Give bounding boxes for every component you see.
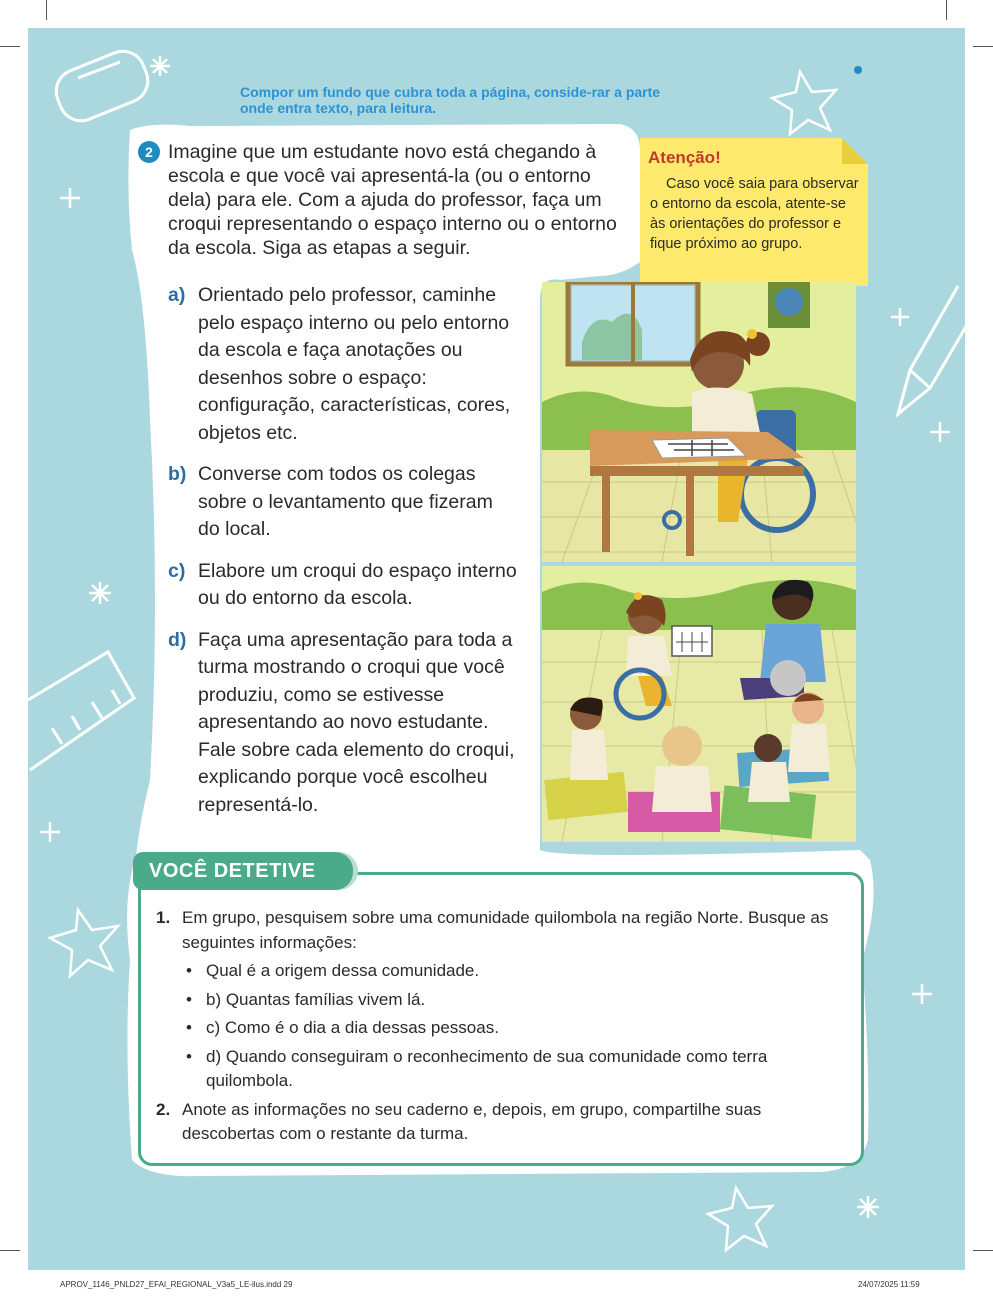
list-item (182, 1016, 846, 1041)
question-text: Em grupo, pesquisem sobre uma comunidade quilombola na região Norte. Busque as seguintes informações: (182, 908, 829, 952)
illustration-girl-drawing (542, 282, 856, 562)
bullet-icon: • (186, 961, 192, 980)
item-text: Converse com todos os colegas sobre o levantamento que fizeram do local. (198, 463, 493, 540)
dot-icon (854, 66, 862, 74)
item-letter: b) (168, 463, 187, 485)
list-item (182, 988, 846, 1013)
illustration-group-presentation (542, 566, 856, 842)
question-number-badge: 2 (138, 141, 160, 163)
attention-text: Caso você saia para observar o entorno da escola, atente-se às orientações do professor e fique próximo ao grupo. (650, 176, 859, 252)
bullet-icon: • (186, 1018, 192, 1037)
pencil-icon (898, 286, 978, 414)
bullet-text: Qual é a origem dessa comunidade. (206, 961, 480, 980)
list-item (182, 1045, 846, 1094)
question-number: 1. (156, 908, 171, 927)
question-2-text: Imagine que um estudante novo está chegando à escola e que você vai apresentá-la (ou o entorno dela) para ele. Com a ajuda do professor, faça um croqui representando o espaço interno ou o entorno da escola. Siga as etapas a seguir. (168, 141, 617, 259)
list-item (168, 627, 518, 820)
attention-note (640, 138, 868, 286)
detective-content (156, 906, 846, 1147)
item-text: Elabore um croqui do espaço interno ou do entorno da escola. (198, 559, 517, 609)
detective-question-1 (156, 906, 846, 1094)
question-number: 2. (156, 1099, 171, 1119)
item-letter: a) (168, 284, 186, 306)
footer-date: 24/07/2025 11:59 (858, 1280, 920, 1289)
item-text: Faça uma apresentação para toda a turma mostrando o croqui que você produziu, como se estivesse apresentando ao novo estudante. Fale sobre cada elemento do croqui, explicando porque você escolheu representá-lo. (198, 628, 515, 816)
steps-list (168, 282, 518, 833)
question-2 (138, 140, 618, 260)
bullet-text: c) Como é o dia a dia dessas pessoas. (206, 1018, 499, 1037)
item-letter: d) (168, 628, 187, 651)
list-item (182, 959, 846, 984)
ruler-icon (28, 652, 134, 770)
detective-title: VOCÊ DETETIVE (133, 852, 353, 890)
list-item (168, 558, 518, 613)
editor-note: Compor um fundo que cubra toda a página, conside-rar a parte onde entra texto, para leitura. (240, 84, 661, 116)
bullet-icon: • (186, 989, 192, 1009)
list-item (168, 461, 518, 544)
list-item (168, 282, 518, 447)
item-text: Orientado pelo professor, caminhe pelo espaço interno ou pelo entorno da escola e faça anotações ou desenhos sobre o espaço: configuração, características, cores, objetos etc. (198, 284, 511, 444)
note-fold (842, 138, 868, 164)
question-text: Anote as informações no seu caderno e, depois, em grupo, compartilhe suas descobertas com o restante da turma. (182, 1099, 762, 1143)
bullet-text: b) Quantas famílias vivem lá. (206, 989, 426, 1009)
bullet-icon: • (186, 1046, 192, 1066)
eraser-icon (50, 45, 155, 128)
bullet-text: d) Quando conseguiram o reconhecimento de sua comunidade como terra quilombola. (206, 1046, 768, 1090)
detective-question-2 (156, 1098, 846, 1147)
attention-title: Atenção! (648, 148, 721, 167)
footer-file: APROV_1146_PNLD27_EFAI_REGIONAL_V3a5_LE-ilus.indd 29 (60, 1280, 293, 1289)
item-letter: c) (168, 559, 186, 582)
